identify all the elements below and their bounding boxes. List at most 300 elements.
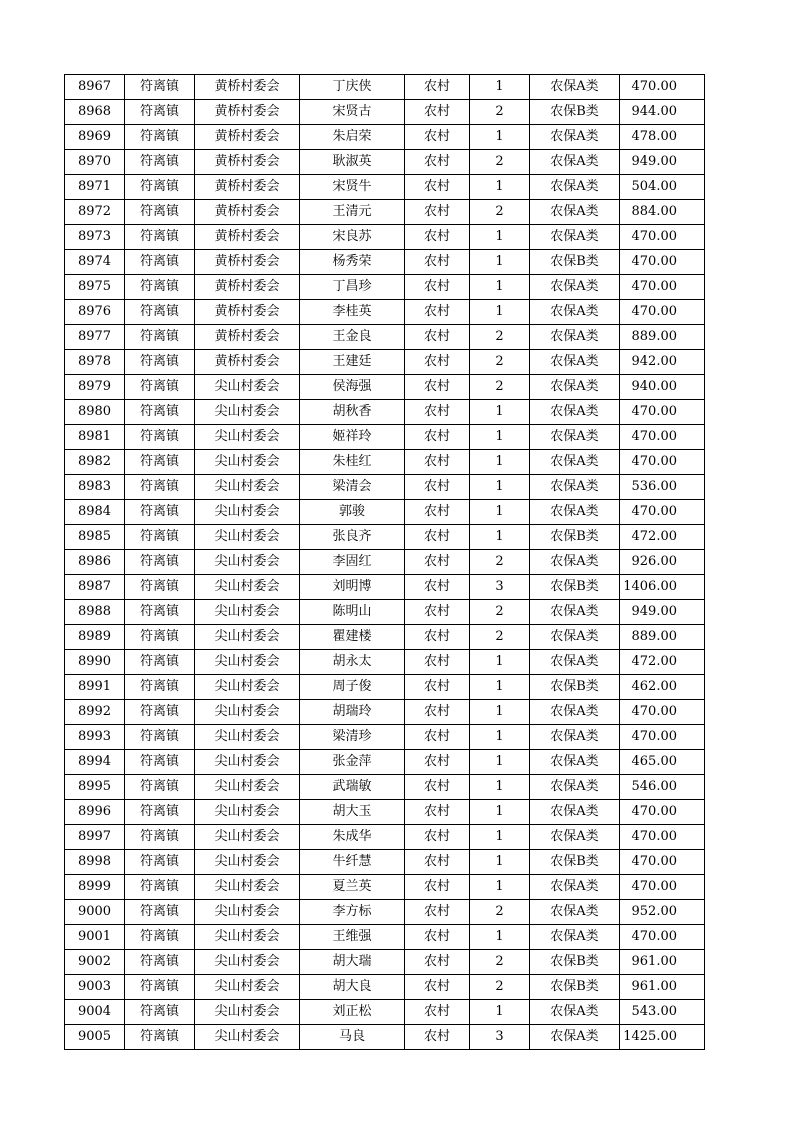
- cell-village-committee: 黄桥村委会: [195, 100, 300, 125]
- cell-village-committee: 尖山村委会: [195, 625, 300, 650]
- cell-village-committee: 黄桥村委会: [195, 250, 300, 275]
- cell-person-count: 1: [470, 800, 530, 825]
- cell-insurance-category: 农保A类: [530, 900, 620, 925]
- cell-village-committee: 尖山村委会: [195, 950, 300, 975]
- cell-serial-number: 8993: [65, 725, 125, 750]
- table-row: [65, 225, 705, 250]
- cell-person-count: 2: [470, 375, 530, 400]
- cell-area-type: 农村: [405, 250, 470, 275]
- cell-insurance-category: 农保B类: [530, 950, 620, 975]
- cell-serial-number: 8970: [65, 150, 125, 175]
- cell-person-count: 2: [470, 975, 530, 1000]
- cell-person-count: 1: [470, 225, 530, 250]
- cell-village-committee: 尖山村委会: [195, 400, 300, 425]
- cell-person-count: 1: [470, 475, 530, 500]
- cell-person-name: 宋贤古: [300, 100, 405, 125]
- cell-serial-number: 9001: [65, 925, 125, 950]
- cell-person-name: 王清元: [300, 200, 405, 225]
- cell-village-committee: 黄桥村委会: [195, 175, 300, 200]
- cell-amount: 472.00: [620, 525, 705, 550]
- cell-person-count: 1: [470, 425, 530, 450]
- cell-serial-number: 8997: [65, 825, 125, 850]
- cell-area-type: 农村: [405, 650, 470, 675]
- cell-person-count: 1: [470, 825, 530, 850]
- cell-area-type: 农村: [405, 625, 470, 650]
- cell-person-name: 胡大瑞: [300, 950, 405, 975]
- cell-person-count: 2: [470, 550, 530, 575]
- cell-person-name: 耿淑英: [300, 150, 405, 175]
- table-row: [65, 350, 705, 375]
- cell-serial-number: 8975: [65, 275, 125, 300]
- cell-amount: 470.00: [620, 400, 705, 425]
- cell-serial-number: 8978: [65, 350, 125, 375]
- cell-town: 符离镇: [125, 625, 195, 650]
- cell-person-name: 朱成华: [300, 825, 405, 850]
- cell-person-name: 刘明博: [300, 575, 405, 600]
- table-row: [65, 400, 705, 425]
- cell-amount: 536.00: [620, 475, 705, 500]
- cell-area-type: 农村: [405, 875, 470, 900]
- cell-insurance-category: 农保A类: [530, 325, 620, 350]
- cell-person-name: 梁清会: [300, 475, 405, 500]
- cell-amount: 889.00: [620, 625, 705, 650]
- table-row: [65, 300, 705, 325]
- cell-insurance-category: 农保A类: [530, 375, 620, 400]
- cell-person-count: 1: [470, 525, 530, 550]
- cell-area-type: 农村: [405, 75, 470, 100]
- cell-person-name: 陈明山: [300, 600, 405, 625]
- cell-insurance-category: 农保A类: [530, 650, 620, 675]
- cell-insurance-category: 农保A类: [530, 875, 620, 900]
- cell-insurance-category: 农保A类: [530, 300, 620, 325]
- cell-town: 符离镇: [125, 750, 195, 775]
- cell-town: 符离镇: [125, 1025, 195, 1050]
- cell-amount: 470.00: [620, 250, 705, 275]
- cell-insurance-category: 农保A类: [530, 275, 620, 300]
- cell-amount: 465.00: [620, 750, 705, 775]
- cell-area-type: 农村: [405, 725, 470, 750]
- cell-person-name: 李方标: [300, 900, 405, 925]
- table-row: [65, 625, 705, 650]
- table-row: [65, 950, 705, 975]
- cell-town: 符离镇: [125, 375, 195, 400]
- cell-person-count: 1: [470, 925, 530, 950]
- cell-person-name: 梁清珍: [300, 725, 405, 750]
- cell-serial-number: 8989: [65, 625, 125, 650]
- cell-town: 符离镇: [125, 550, 195, 575]
- cell-village-committee: 黄桥村委会: [195, 125, 300, 150]
- cell-person-name: 侯海强: [300, 375, 405, 400]
- cell-area-type: 农村: [405, 475, 470, 500]
- cell-town: 符离镇: [125, 1000, 195, 1025]
- cell-amount: 470.00: [620, 225, 705, 250]
- cell-amount: 470.00: [620, 75, 705, 100]
- table-row: [65, 725, 705, 750]
- cell-village-committee: 尖山村委会: [195, 750, 300, 775]
- cell-serial-number: 8972: [65, 200, 125, 225]
- cell-town: 符离镇: [125, 925, 195, 950]
- cell-insurance-category: 农保A类: [530, 700, 620, 725]
- table-row: [65, 775, 705, 800]
- cell-serial-number: 8992: [65, 700, 125, 725]
- table-row: [65, 175, 705, 200]
- cell-village-committee: 尖山村委会: [195, 800, 300, 825]
- cell-village-committee: 黄桥村委会: [195, 75, 300, 100]
- cell-area-type: 农村: [405, 100, 470, 125]
- cell-amount: 942.00: [620, 350, 705, 375]
- cell-person-name: 马良: [300, 1025, 405, 1050]
- cell-town: 符离镇: [125, 800, 195, 825]
- cell-serial-number: 8988: [65, 600, 125, 625]
- cell-person-name: 胡永太: [300, 650, 405, 675]
- cell-insurance-category: 农保A类: [530, 625, 620, 650]
- cell-town: 符离镇: [125, 400, 195, 425]
- cell-serial-number: 9000: [65, 900, 125, 925]
- cell-town: 符离镇: [125, 475, 195, 500]
- cell-area-type: 农村: [405, 300, 470, 325]
- cell-town: 符离镇: [125, 275, 195, 300]
- cell-town: 符离镇: [125, 250, 195, 275]
- cell-amount: 944.00: [620, 100, 705, 125]
- cell-amount: 940.00: [620, 375, 705, 400]
- cell-village-committee: 黄桥村委会: [195, 150, 300, 175]
- table-row: [65, 125, 705, 150]
- cell-person-name: 王金良: [300, 325, 405, 350]
- cell-area-type: 农村: [405, 600, 470, 625]
- cell-amount: 470.00: [620, 850, 705, 875]
- cell-area-type: 农村: [405, 975, 470, 1000]
- cell-serial-number: 8969: [65, 125, 125, 150]
- cell-town: 符离镇: [125, 725, 195, 750]
- cell-person-count: 1: [470, 450, 530, 475]
- cell-person-name: 朱桂红: [300, 450, 405, 475]
- cell-village-committee: 尖山村委会: [195, 450, 300, 475]
- cell-insurance-category: 农保B类: [530, 100, 620, 125]
- cell-person-name: 宋贤牛: [300, 175, 405, 200]
- cell-town: 符离镇: [125, 575, 195, 600]
- cell-person-name: 宋良苏: [300, 225, 405, 250]
- cell-area-type: 农村: [405, 700, 470, 725]
- cell-village-committee: 黄桥村委会: [195, 200, 300, 225]
- cell-serial-number: 8973: [65, 225, 125, 250]
- table-row: [65, 550, 705, 575]
- cell-area-type: 农村: [405, 125, 470, 150]
- cell-area-type: 农村: [405, 425, 470, 450]
- cell-area-type: 农村: [405, 925, 470, 950]
- cell-town: 符离镇: [125, 200, 195, 225]
- cell-amount: 470.00: [620, 300, 705, 325]
- cell-area-type: 农村: [405, 1000, 470, 1025]
- cell-area-type: 农村: [405, 1025, 470, 1050]
- cell-insurance-category: 农保A类: [530, 200, 620, 225]
- cell-serial-number: 8998: [65, 850, 125, 875]
- cell-serial-number: 8982: [65, 450, 125, 475]
- cell-person-name: 刘正松: [300, 1000, 405, 1025]
- cell-serial-number: 8971: [65, 175, 125, 200]
- cell-person-count: 1: [470, 875, 530, 900]
- cell-amount: 470.00: [620, 700, 705, 725]
- cell-insurance-category: 农保A类: [530, 725, 620, 750]
- cell-insurance-category: 农保A类: [530, 825, 620, 850]
- table-row: [65, 150, 705, 175]
- cell-person-count: 1: [470, 175, 530, 200]
- cell-insurance-category: 农保A类: [530, 450, 620, 475]
- cell-person-count: 3: [470, 575, 530, 600]
- cell-amount: 478.00: [620, 125, 705, 150]
- cell-insurance-category: 农保B类: [530, 675, 620, 700]
- cell-serial-number: 8974: [65, 250, 125, 275]
- cell-area-type: 农村: [405, 950, 470, 975]
- cell-amount: 472.00: [620, 650, 705, 675]
- cell-amount: 470.00: [620, 725, 705, 750]
- cell-insurance-category: 农保A类: [530, 175, 620, 200]
- cell-town: 符离镇: [125, 225, 195, 250]
- cell-person-name: 胡瑞玲: [300, 700, 405, 725]
- cell-village-committee: 黄桥村委会: [195, 350, 300, 375]
- cell-insurance-category: 农保A类: [530, 1025, 620, 1050]
- table-row: [65, 875, 705, 900]
- cell-village-committee: 尖山村委会: [195, 1000, 300, 1025]
- cell-town: 符离镇: [125, 175, 195, 200]
- cell-amount: 949.00: [620, 150, 705, 175]
- cell-town: 符离镇: [125, 900, 195, 925]
- cell-area-type: 农村: [405, 275, 470, 300]
- table-body: [65, 75, 705, 1050]
- cell-amount: 926.00: [620, 550, 705, 575]
- cell-person-name: 姬祥玲: [300, 425, 405, 450]
- cell-serial-number: 9002: [65, 950, 125, 975]
- cell-person-name: 张金萍: [300, 750, 405, 775]
- cell-insurance-category: 农保A类: [530, 600, 620, 625]
- cell-town: 符离镇: [125, 425, 195, 450]
- cell-person-count: 2: [470, 950, 530, 975]
- cell-amount: 949.00: [620, 600, 705, 625]
- cell-village-committee: 尖山村委会: [195, 725, 300, 750]
- cell-town: 符离镇: [125, 350, 195, 375]
- cell-village-committee: 尖山村委会: [195, 675, 300, 700]
- cell-serial-number: 9004: [65, 1000, 125, 1025]
- table-row: [65, 75, 705, 100]
- cell-town: 符离镇: [125, 600, 195, 625]
- cell-person-count: 1: [470, 75, 530, 100]
- cell-person-count: 1: [470, 500, 530, 525]
- cell-serial-number: 8990: [65, 650, 125, 675]
- table-row: [65, 850, 705, 875]
- cell-person-count: 1: [470, 400, 530, 425]
- cell-area-type: 农村: [405, 150, 470, 175]
- cell-village-committee: 黄桥村委会: [195, 325, 300, 350]
- cell-village-committee: 黄桥村委会: [195, 300, 300, 325]
- cell-town: 符离镇: [125, 850, 195, 875]
- cell-village-committee: 尖山村委会: [195, 575, 300, 600]
- cell-area-type: 农村: [405, 825, 470, 850]
- cell-area-type: 农村: [405, 375, 470, 400]
- cell-person-count: 2: [470, 625, 530, 650]
- cell-village-committee: 尖山村委会: [195, 500, 300, 525]
- table-row: [65, 325, 705, 350]
- table-row: [65, 1025, 705, 1050]
- cell-person-count: 1: [470, 125, 530, 150]
- cell-town: 符离镇: [125, 825, 195, 850]
- cell-person-count: 1: [470, 275, 530, 300]
- cell-person-count: 1: [470, 775, 530, 800]
- cell-village-committee: 尖山村委会: [195, 650, 300, 675]
- cell-person-name: 丁庆侠: [300, 75, 405, 100]
- cell-person-count: 2: [470, 150, 530, 175]
- table-row: [65, 250, 705, 275]
- cell-person-name: 王维强: [300, 925, 405, 950]
- cell-insurance-category: 农保A类: [530, 350, 620, 375]
- cell-amount: 462.00: [620, 675, 705, 700]
- cell-village-committee: 尖山村委会: [195, 525, 300, 550]
- cell-person-name: 杨秀荣: [300, 250, 405, 275]
- cell-person-count: 1: [470, 250, 530, 275]
- cell-amount: 543.00: [620, 1000, 705, 1025]
- cell-area-type: 农村: [405, 175, 470, 200]
- cell-serial-number: 8985: [65, 525, 125, 550]
- cell-insurance-category: 农保B类: [530, 250, 620, 275]
- table-row: [65, 575, 705, 600]
- cell-village-committee: 尖山村委会: [195, 1025, 300, 1050]
- cell-serial-number: 8991: [65, 675, 125, 700]
- table-row: [65, 825, 705, 850]
- cell-amount: 470.00: [620, 925, 705, 950]
- cell-person-name: 郭骏: [300, 500, 405, 525]
- table-row: [65, 975, 705, 1000]
- cell-town: 符离镇: [125, 675, 195, 700]
- cell-village-committee: 黄桥村委会: [195, 275, 300, 300]
- cell-village-committee: 尖山村委会: [195, 875, 300, 900]
- cell-serial-number: 8987: [65, 575, 125, 600]
- cell-serial-number: 8980: [65, 400, 125, 425]
- cell-village-committee: 黄桥村委会: [195, 225, 300, 250]
- table-row: [65, 275, 705, 300]
- cell-area-type: 农村: [405, 575, 470, 600]
- table-row: [65, 475, 705, 500]
- table-row: [65, 425, 705, 450]
- cell-area-type: 农村: [405, 200, 470, 225]
- table-row: [65, 650, 705, 675]
- table-row: [65, 925, 705, 950]
- cell-area-type: 农村: [405, 350, 470, 375]
- cell-serial-number: 8996: [65, 800, 125, 825]
- cell-person-count: 2: [470, 325, 530, 350]
- table-row: [65, 700, 705, 725]
- cell-serial-number: 8976: [65, 300, 125, 325]
- cell-town: 符离镇: [125, 500, 195, 525]
- cell-person-count: 2: [470, 200, 530, 225]
- cell-town: 符离镇: [125, 775, 195, 800]
- table-row: [65, 500, 705, 525]
- cell-person-name: 武瑞敏: [300, 775, 405, 800]
- cell-insurance-category: 农保B类: [530, 850, 620, 875]
- cell-person-count: 1: [470, 650, 530, 675]
- table-row: [65, 600, 705, 625]
- cell-town: 符离镇: [125, 100, 195, 125]
- cell-person-name: 李固红: [300, 550, 405, 575]
- cell-village-committee: 尖山村委会: [195, 475, 300, 500]
- cell-town: 符离镇: [125, 325, 195, 350]
- cell-person-count: 1: [470, 675, 530, 700]
- cell-insurance-category: 农保A类: [530, 750, 620, 775]
- cell-town: 符离镇: [125, 75, 195, 100]
- table-row: [65, 900, 705, 925]
- table-row: [65, 1000, 705, 1025]
- cell-village-committee: 尖山村委会: [195, 850, 300, 875]
- table-row: [65, 525, 705, 550]
- cell-insurance-category: 农保B类: [530, 575, 620, 600]
- cell-serial-number: 8981: [65, 425, 125, 450]
- cell-town: 符离镇: [125, 525, 195, 550]
- cell-amount: 470.00: [620, 425, 705, 450]
- pension-roster-table: [64, 74, 705, 1050]
- cell-area-type: 农村: [405, 675, 470, 700]
- cell-serial-number: 9005: [65, 1025, 125, 1050]
- cell-amount: 504.00: [620, 175, 705, 200]
- cell-serial-number: 8968: [65, 100, 125, 125]
- table-row: [65, 375, 705, 400]
- cell-insurance-category: 农保A类: [530, 925, 620, 950]
- cell-village-committee: 尖山村委会: [195, 700, 300, 725]
- cell-insurance-category: 农保A类: [530, 1000, 620, 1025]
- cell-person-name: 朱启荣: [300, 125, 405, 150]
- cell-serial-number: 8995: [65, 775, 125, 800]
- table-row: [65, 100, 705, 125]
- cell-amount: 961.00: [620, 950, 705, 975]
- cell-village-committee: 尖山村委会: [195, 825, 300, 850]
- cell-serial-number: 8999: [65, 875, 125, 900]
- cell-amount: 470.00: [620, 800, 705, 825]
- cell-person-name: 胡大良: [300, 975, 405, 1000]
- cell-serial-number: 8983: [65, 475, 125, 500]
- cell-insurance-category: 农保A类: [530, 125, 620, 150]
- cell-serial-number: 8986: [65, 550, 125, 575]
- cell-town: 符离镇: [125, 975, 195, 1000]
- cell-town: 符离镇: [125, 650, 195, 675]
- cell-serial-number: 8977: [65, 325, 125, 350]
- cell-insurance-category: 农保A类: [530, 800, 620, 825]
- cell-amount: 470.00: [620, 500, 705, 525]
- cell-insurance-category: 农保A类: [530, 550, 620, 575]
- cell-area-type: 农村: [405, 225, 470, 250]
- cell-person-count: 2: [470, 900, 530, 925]
- cell-person-count: 1: [470, 850, 530, 875]
- cell-insurance-category: 农保B类: [530, 975, 620, 1000]
- cell-insurance-category: 农保A类: [530, 400, 620, 425]
- cell-person-name: 王建廷: [300, 350, 405, 375]
- cell-serial-number: 9003: [65, 975, 125, 1000]
- cell-area-type: 农村: [405, 900, 470, 925]
- cell-town: 符离镇: [125, 450, 195, 475]
- cell-person-count: 1: [470, 725, 530, 750]
- cell-person-count: 1: [470, 700, 530, 725]
- cell-area-type: 农村: [405, 525, 470, 550]
- cell-village-committee: 尖山村委会: [195, 375, 300, 400]
- cell-town: 符离镇: [125, 125, 195, 150]
- cell-person-count: 3: [470, 1025, 530, 1050]
- cell-area-type: 农村: [405, 750, 470, 775]
- cell-insurance-category: 农保A类: [530, 75, 620, 100]
- cell-insurance-category: 农保A类: [530, 150, 620, 175]
- cell-person-name: 瞿建楼: [300, 625, 405, 650]
- cell-person-name: 丁昌珍: [300, 275, 405, 300]
- cell-amount: 470.00: [620, 825, 705, 850]
- cell-town: 符离镇: [125, 950, 195, 975]
- table-row: [65, 675, 705, 700]
- table-row: [65, 450, 705, 475]
- cell-insurance-category: 农保A类: [530, 500, 620, 525]
- cell-amount: 889.00: [620, 325, 705, 350]
